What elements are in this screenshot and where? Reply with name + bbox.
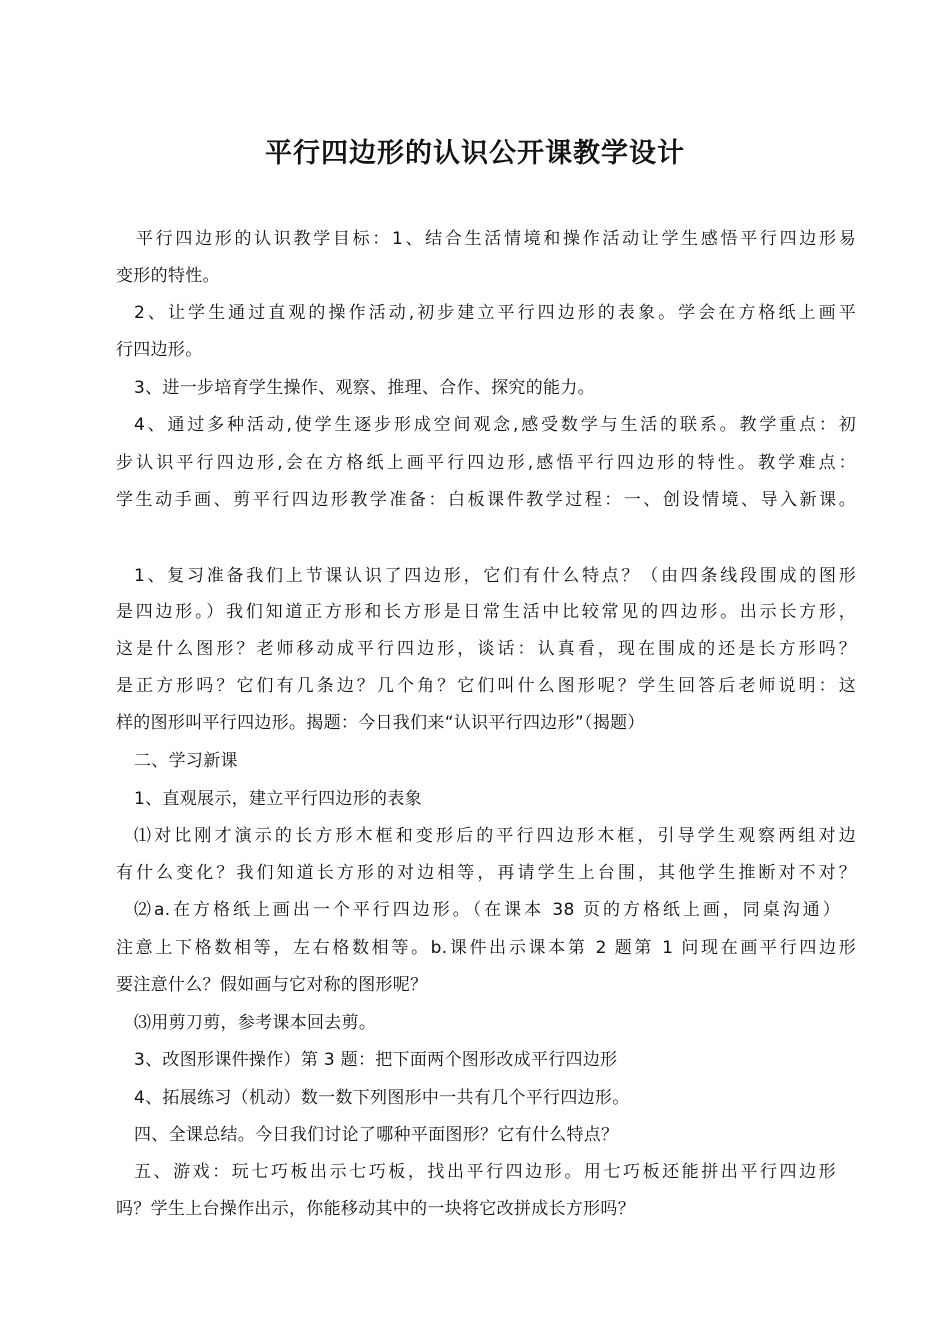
paragraph-line: 3、进一步培育学生操作、观察、推理、合作、探究的能力。 [134,378,595,398]
paragraph-line: 是正方形吗？它们有几条边？几个角？它们叫什么图形呢？学生回答后老师说明：这 [116,676,856,696]
paragraph-line: ⑵a.在方格纸上画出一个平行四边形。（在课本 38 页的方格纸上画，同桌沟通） [134,900,840,920]
paragraph-line: 平行四边形的认识教学目标：1、结合生活情境和操作活动让学生感悟平行四边形易 [136,229,856,249]
paragraph-line: 注意上下格数相等，左右格数相等。b.课件出示课本第 2 题第 1 问现在画平行四边形 [116,938,856,958]
paragraph-line: 吗？学生上台操作出示，你能移动其中的一块将它改拼成长方形吗？ [116,1199,635,1219]
paragraph-line: 有什么变化？我们知道长方形的对边相等，再请学生上台围，其他学生推断对不对？ [116,863,856,883]
paragraph-line: ⑶用剪刀剪，参考课本回去剪。 [134,1013,377,1033]
subsection-heading: 1、直观展示，建立平行四边形的表象 [134,789,422,809]
paragraph-line: 行四边形。 [116,340,203,360]
paragraph-line: 学生动手画、剪平行四边形教学准备：白板课件教学过程：一、创设情境、导入新课。 [116,490,856,510]
document-title: 平行四边形的认识公开课教学设计 [265,138,685,169]
section-heading: 二、学习新课 [134,751,238,771]
paragraph-line: 这是什么图形？老师移动成平行四边形，谈话：认真看，现在围成的还是长方形吗？ [116,639,856,659]
paragraph-line: ⑴对比刚才演示的长方形木框和变形后的平行四边形木框，引导学生观察两组对边 [134,826,856,846]
section-heading: 四、全课总结。今日我们讨论了哪种平面图形？它有什么特点？ [134,1125,619,1145]
paragraph-line: 2、让学生通过直观的操作活动,初步建立平行四边形的表象。学会在方格纸上画平 [134,303,856,323]
paragraph-line: 4、拓展练习（机动）数一数下列图形中一共有几个平行四边形。 [134,1088,630,1108]
paragraph-line: 五、游戏：玩七巧板出示七巧板，找出平行四边形。用七巧板还能拼出平行四边形 [134,1162,836,1182]
paragraph-line: 变形的特性。 [116,266,220,286]
paragraph-line: 1、复习准备我们上节课认识了四边形，它们有什么特点？（由四条线段围成的图形 [134,566,856,586]
paragraph-line: 是四边形。）我们知道正方形和长方形是日常生活中比较常见的四边形。出示长方形， [116,602,856,622]
paragraph-line: 3、改图形课件操作）第 3 题：把下面两个图形改成平行四边形 [134,1050,618,1070]
paragraph-line: 要注意什么？假如画与它对称的图形呢？ [116,975,428,995]
paragraph-line: 4、通过多种活动,使学生逐步形成空间观念,感受数学与生活的联系。教学重点：初 [134,415,856,435]
paragraph-line: 步认识平行四边形,会在方格纸上画平行四边形,感悟平行四边形的特性。教学难点： [116,453,856,473]
paragraph-line: 样的图形叫平行四边形。揭题：今日我们来“认识平行四边形”（揭题） [116,713,645,733]
